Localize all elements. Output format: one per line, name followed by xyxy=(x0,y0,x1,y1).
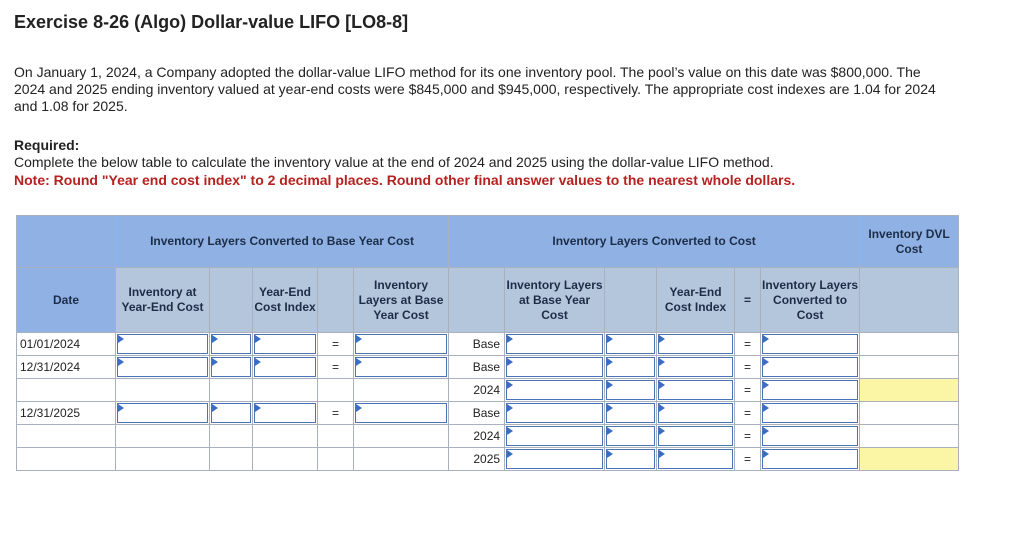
row-date: 12/31/2024 xyxy=(17,356,116,379)
layers-at-base-year-cost-input[interactable] xyxy=(506,380,603,400)
header-blank-label xyxy=(449,268,505,333)
header-blank-dvl xyxy=(860,268,959,333)
layer-cost-index-input[interactable] xyxy=(658,426,733,446)
layer-label: 2025 xyxy=(449,448,505,471)
divide-operator-input[interactable] xyxy=(211,334,251,354)
layers-base-year-cost-input[interactable] xyxy=(355,403,447,423)
required-label: Required: xyxy=(14,137,80,153)
equals-sign: = xyxy=(735,425,761,448)
equals-sign: = xyxy=(318,402,354,425)
layers-at-base-year-cost-input[interactable] xyxy=(506,357,603,377)
empty-cell xyxy=(354,425,449,448)
header-blank-divide xyxy=(210,268,253,333)
header-layers-at-base-year-cost: Inventory Layers at Base Year Cost xyxy=(505,268,605,333)
row-date xyxy=(17,425,116,448)
empty-cell xyxy=(116,425,210,448)
dvl-cost-cell xyxy=(860,333,959,356)
layer-label: Base xyxy=(449,402,505,425)
table-row xyxy=(17,425,959,448)
equals-sign: = xyxy=(735,448,761,471)
empty-cell xyxy=(318,448,354,471)
header-equals: = xyxy=(735,268,761,333)
inventory-year-end-cost-input[interactable] xyxy=(117,403,208,423)
multiply-operator-input[interactable] xyxy=(606,449,655,469)
layer-cost-index-input[interactable] xyxy=(658,380,733,400)
empty-cell xyxy=(116,379,210,402)
dvl-cost-total-2025[interactable] xyxy=(860,448,959,471)
table-row xyxy=(17,333,959,356)
instructions-text: Complete the below table to calculate the inventory value at the end of 2024 and 2025 using the dollar-value LIFO method. xyxy=(14,154,774,170)
row-date: 01/01/2024 xyxy=(17,333,116,356)
layer-cost-index-input[interactable] xyxy=(658,403,733,423)
dvl-cost-cell xyxy=(860,425,959,448)
group-header-base-year: Inventory Layers Converted to Base Year Cost xyxy=(116,216,449,268)
header-inventory-year-end-cost: Inventory at Year-End Cost xyxy=(116,268,210,333)
table-row xyxy=(17,379,959,402)
empty-cell xyxy=(210,425,253,448)
header-layers-base-year-cost: Inventory Layers at Base Year Cost xyxy=(354,268,449,333)
table-row xyxy=(17,356,959,379)
year-end-cost-index-input[interactable] xyxy=(254,334,316,354)
group-header-cost: Inventory Layers Converted to Cost xyxy=(449,216,860,268)
multiply-operator-input[interactable] xyxy=(606,426,655,446)
empty-cell xyxy=(253,448,318,471)
divide-operator-input[interactable] xyxy=(211,403,251,423)
problem-intro: On January 1, 2024, a Company adopted the dollar-value LIFO method for its one inventory pool. The pool’s value on this date was $800,000. The 2024 and 2025 ending inventory valued at year-end costs were $845,000 and $945,000, respectively. The appropriate cost indexes are 1.04 for 2024 and 1.08 for 2025. xyxy=(14,64,936,114)
layer-cost-index-input[interactable] xyxy=(658,334,733,354)
header-dvl-cost: Inventory DVL Cost xyxy=(860,216,959,268)
row-date: 12/31/2025 xyxy=(17,402,116,425)
layer-cost-index-input[interactable] xyxy=(658,357,733,377)
header-date: Date xyxy=(17,268,116,333)
empty-cell xyxy=(116,448,210,471)
table-row xyxy=(17,402,959,425)
layers-converted-to-cost-input[interactable] xyxy=(762,357,858,377)
header-layers-converted-to-cost: Inventory Layers Converted to Cost xyxy=(761,268,860,333)
equals-sign: = xyxy=(318,333,354,356)
empty-cell xyxy=(210,448,253,471)
layers-base-year-cost-input[interactable] xyxy=(355,334,447,354)
empty-cell xyxy=(354,379,449,402)
inventory-year-end-cost-input[interactable] xyxy=(117,357,208,377)
empty-cell xyxy=(318,379,354,402)
row-date xyxy=(17,379,116,402)
dvl-cost-cell xyxy=(860,402,959,425)
dvl-cost-cell xyxy=(860,356,959,379)
layers-converted-to-cost-input[interactable] xyxy=(762,449,858,469)
divide-operator-input[interactable] xyxy=(211,357,251,377)
dollar-value-lifo-table xyxy=(16,215,959,471)
empty-cell xyxy=(210,379,253,402)
rounding-note: Note: Round "Year end cost index" to 2 decimal places. Round other final answer values to the nearest whole dollars. xyxy=(14,172,796,188)
layers-at-base-year-cost-input[interactable] xyxy=(506,426,603,446)
layers-converted-to-cost-input[interactable] xyxy=(762,380,858,400)
inventory-year-end-cost-input[interactable] xyxy=(117,334,208,354)
year-end-cost-index-input[interactable] xyxy=(254,357,316,377)
equals-sign: = xyxy=(735,402,761,425)
header-year-end-cost-index-2: Year-End Cost Index xyxy=(657,268,735,333)
page-title: Exercise 8-26 (Algo) Dollar-value LIFO [LO8-8] xyxy=(14,12,409,32)
empty-cell xyxy=(253,425,318,448)
layers-converted-to-cost-input[interactable] xyxy=(762,403,858,423)
equals-sign: = xyxy=(735,379,761,402)
equals-sign: = xyxy=(735,356,761,379)
layers-converted-to-cost-input[interactable] xyxy=(762,426,858,446)
equals-sign: = xyxy=(318,356,354,379)
empty-cell xyxy=(318,425,354,448)
layer-label: Base xyxy=(449,356,505,379)
row-date xyxy=(17,448,116,471)
corner-header xyxy=(17,216,116,268)
layer-cost-index-input[interactable] xyxy=(658,449,733,469)
empty-cell xyxy=(354,448,449,471)
layers-at-base-year-cost-input[interactable] xyxy=(506,334,603,354)
layer-label: 2024 xyxy=(449,425,505,448)
year-end-cost-index-input[interactable] xyxy=(254,403,316,423)
layer-label: Base xyxy=(449,333,505,356)
table-row xyxy=(17,448,959,471)
layers-at-base-year-cost-input[interactable] xyxy=(506,403,603,423)
multiply-operator-input[interactable] xyxy=(606,380,655,400)
dvl-cost-total-2024[interactable] xyxy=(860,379,959,402)
layer-label: 2024 xyxy=(449,379,505,402)
layers-converted-to-cost-input[interactable] xyxy=(762,334,858,354)
header-blank-multiply xyxy=(605,268,657,333)
empty-cell xyxy=(253,379,318,402)
multiply-operator-input[interactable] xyxy=(606,334,655,354)
layers-base-year-cost-input[interactable] xyxy=(355,357,447,377)
equals-sign: = xyxy=(735,333,761,356)
layers-at-base-year-cost-input[interactable] xyxy=(506,449,603,469)
header-blank-equals xyxy=(318,268,354,333)
multiply-operator-input[interactable] xyxy=(606,403,655,423)
header-year-end-cost-index: Year-End Cost Index xyxy=(253,268,318,333)
multiply-operator-input[interactable] xyxy=(606,357,655,377)
